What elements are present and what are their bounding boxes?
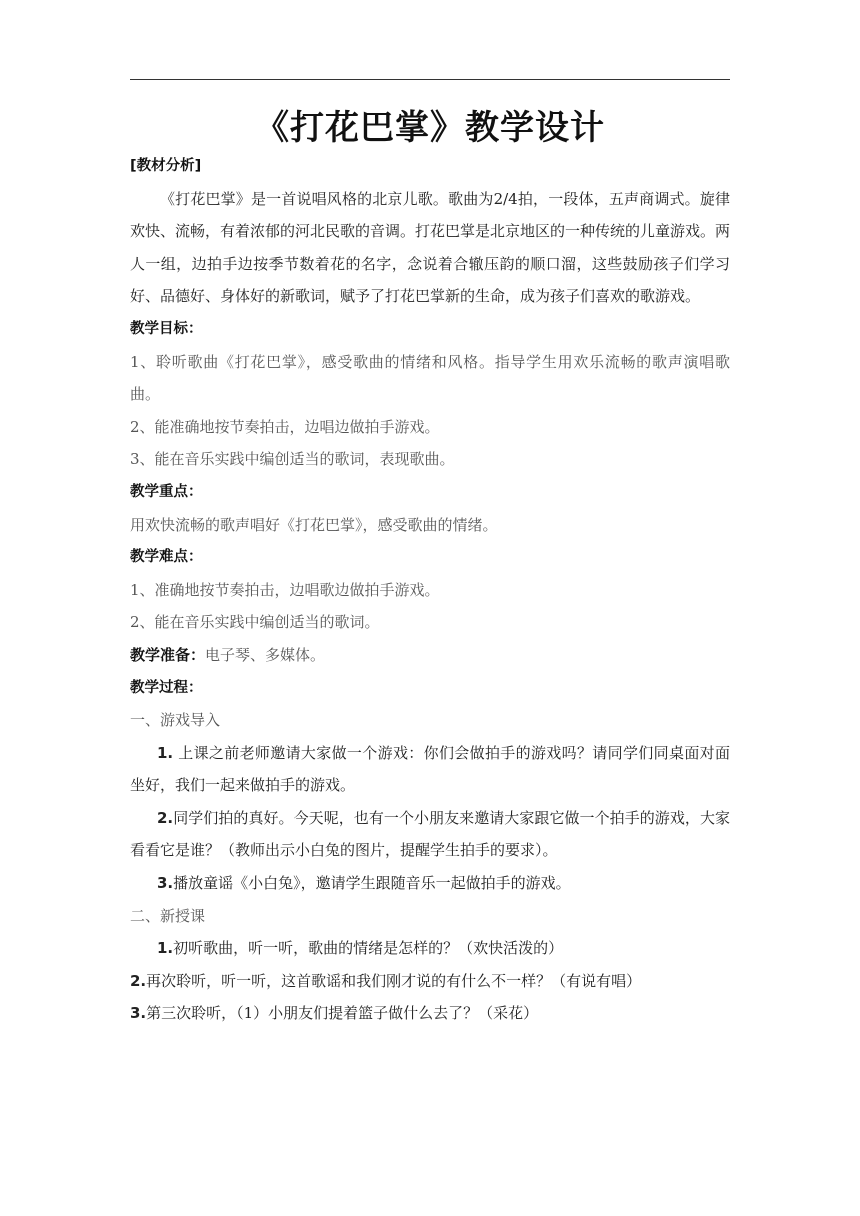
- document-body: [130, 150, 730, 1030]
- difficulties-heading: 教学难点：: [130, 549, 203, 566]
- section-1-title: 一、游戏导入: [130, 711, 221, 730]
- objective-item-3: 3、能在音乐实践中编创适当的歌词，表现歌曲。: [130, 450, 455, 469]
- item-text: 播放童谣《小白兔》，邀请学生跟随音乐一起做拍手的游戏。: [173, 874, 571, 893]
- item-number: 2.: [157, 808, 174, 827]
- item-text: 初听歌曲，听一听，歌曲的情绪是怎样的？（欢快活泼的）: [173, 939, 564, 958]
- section-1-item-2: [130, 802, 730, 867]
- difficulty-item-2: 2、能在音乐实践中编创适当的歌词。: [130, 613, 380, 632]
- material-analysis-paragraph: 《打花巴掌》是一首说唱风格的北京儿歌。歌曲为2/4拍，一段体，五声商调式。旋律欢快、流畅，有着浓郁的河北民歌的音调。打花巴掌是北京地区的一种传统的儿童游戏。两人一组，边拍手边按季节数着花的名字，念说着合辙压韵的顺口溜，这些鼓励孩子们学习好、品德好、身体好的新歌词，赋予了打花巴掌新的生命，成为孩子们喜欢的歌游戏。: [130, 189, 731, 306]
- item-number: 3.: [157, 874, 174, 893]
- section-2-item-3: [130, 997, 730, 1030]
- material-analysis-heading: [教材分析]: [130, 158, 202, 174]
- process-heading: 教学过程：: [130, 679, 203, 696]
- item-text: 上课之前老师邀请大家做一个游戏：你们会做拍手的游戏吗？请同学们同桌面对面坐好，我们一起来做拍手的游戏。: [130, 743, 730, 795]
- objective-item-1: 1、聆听歌曲《打花巴掌》，感受歌曲的情绪和风格。指导学生用欢乐流畅的歌声演唱歌曲。: [130, 352, 730, 404]
- item-number: 1.: [157, 743, 174, 762]
- section-2-item-1: [130, 932, 730, 965]
- item-text: 第三次聆听，（1）小朋友们提着篮子做什么去了？（采花）: [146, 1004, 539, 1023]
- key-points-heading: 教学重点：: [130, 483, 203, 500]
- difficulty-item-1: 1、准确地按节奏拍击，边唱歌边做拍手游戏。: [130, 580, 440, 599]
- item-number: 2.: [130, 971, 147, 990]
- objectives-heading: 教学目标：: [130, 320, 203, 337]
- header-rule: [130, 79, 730, 80]
- objective-item-2: 2、能准确地按节奏拍击，边唱边做拍手游戏。: [130, 417, 440, 436]
- document-title: 《打花巴掌》教学设计: [255, 108, 605, 148]
- section-2-item-2: [130, 965, 730, 998]
- item-number: 3.: [130, 1004, 147, 1023]
- section-2-title: 二、新授课: [130, 906, 206, 925]
- preparation-text: 电子琴、多媒体。: [205, 645, 326, 664]
- key-points-text: 用欢快流畅的歌声唱好《打花巴掌》，感受歌曲的情绪。: [130, 515, 498, 534]
- preparation-line: [130, 639, 730, 672]
- preparation-heading: 教学准备：: [130, 645, 206, 664]
- item-text: 再次聆听，听一听，这首歌谣和我们刚才说的有什么不一样？（有说有唱）: [146, 971, 642, 990]
- section-1-item-3: [130, 867, 730, 900]
- item-number: 1.: [157, 939, 174, 958]
- item-text: 同学们拍的真好。今天呢，也有一个小朋友来邀请大家跟它做一个拍手的游戏，大家看看它是谁？（教师出示小白兔的图片，提醒学生拍手的要求）。: [130, 808, 730, 860]
- section-1-item-1: [130, 737, 730, 802]
